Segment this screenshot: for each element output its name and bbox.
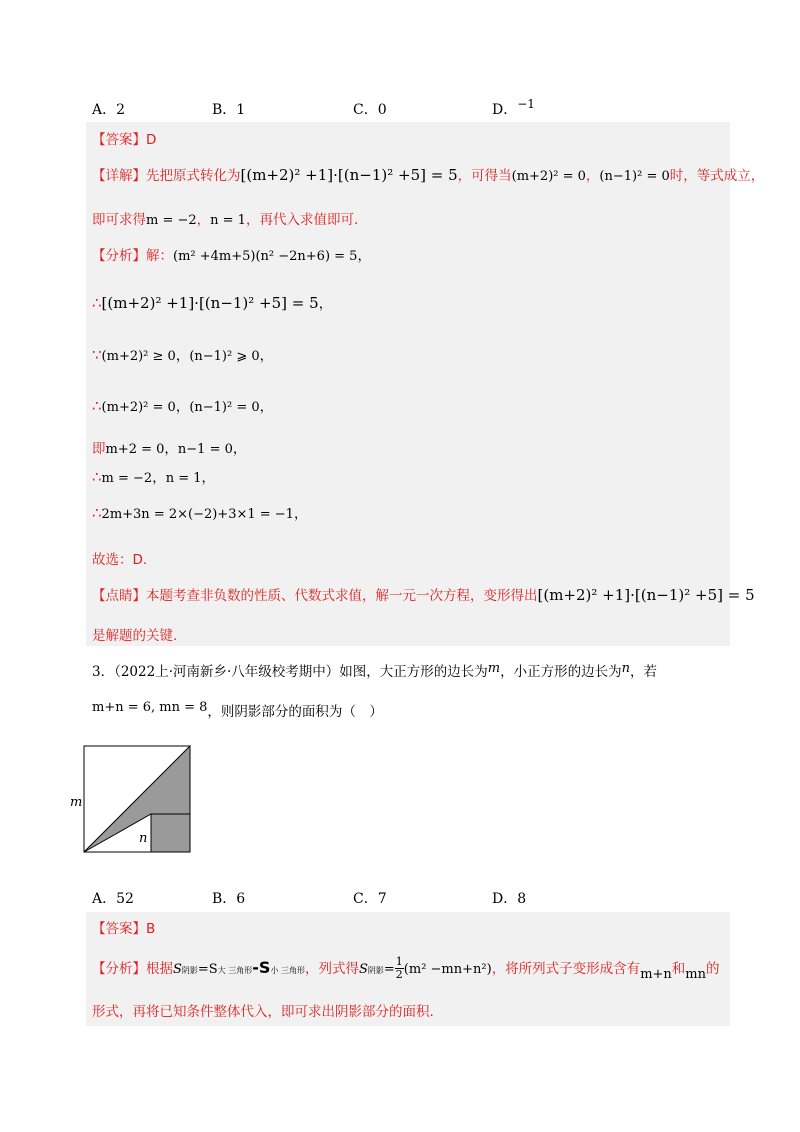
therefore-symbol: ∴ bbox=[92, 468, 102, 486]
q3-analysis-line2 bbox=[92, 1000, 434, 1020]
q3-option-b: B．6 bbox=[212, 891, 246, 907]
analysis-label: 【分析】 bbox=[92, 961, 146, 977]
answer-label: 【答案】 bbox=[92, 132, 146, 148]
answer-label: 【答案】 bbox=[92, 921, 146, 937]
detail-text: ， bbox=[196, 212, 211, 228]
analysis-formula: (m² −mn+n²) bbox=[403, 962, 492, 977]
because-symbol: ∵ bbox=[92, 346, 102, 364]
analysis-comma: ， bbox=[318, 296, 333, 312]
analysis-label: 【分析】 bbox=[92, 248, 146, 264]
analysis-comma: ， bbox=[175, 348, 190, 364]
analysis-formula: n−1 = 0 bbox=[177, 442, 233, 457]
analysis-comma: ， bbox=[164, 441, 178, 457]
q2-option-d-value: −1 bbox=[517, 97, 535, 111]
analysis-formula: (m² +4m+5)(n² −2n+6) = 5 bbox=[173, 249, 358, 264]
comment-label: 【点睛】 bbox=[92, 588, 146, 604]
detail-formula: (m+2)² = 0 bbox=[511, 169, 586, 184]
analysis-text: 即 bbox=[92, 441, 106, 457]
q2-analysis-line1 bbox=[92, 244, 371, 264]
analysis-formula: m+n bbox=[640, 967, 672, 982]
detail-text: 先把原式转化为 bbox=[146, 168, 241, 184]
detail-formula: n = 1 bbox=[210, 213, 246, 228]
analysis-text: 根据 bbox=[146, 961, 173, 977]
subscript: 小 三角形 bbox=[270, 966, 305, 975]
detail-text: ，可得当 bbox=[457, 168, 512, 184]
analysis-formula: (n−1)² = 0 bbox=[189, 400, 260, 415]
detail-text: ，再代入求值即可. bbox=[245, 212, 359, 228]
analysis-comma: ， bbox=[201, 470, 216, 486]
detail-formula: (n−1)² = 0 bbox=[599, 169, 670, 184]
subscript: 大 三角形 bbox=[217, 966, 253, 975]
question-number: 3． bbox=[92, 664, 115, 680]
analysis-comma: ， bbox=[357, 248, 371, 264]
detail-label: 【详解】 bbox=[92, 168, 146, 184]
analysis-formula: n = 1 bbox=[165, 471, 202, 486]
minus-s: -S bbox=[252, 958, 271, 977]
analysis-text: 形式，再将已知条件整体代入，即可求出阴影部分的面积. bbox=[92, 1004, 434, 1020]
choose-text: 故选：D. bbox=[92, 552, 148, 568]
analysis-formula: (m+2)² = 0 bbox=[101, 400, 176, 415]
analysis-formula: [(m+2)² +1]·[(n−1)² +5] = 5 bbox=[101, 294, 319, 312]
therefore-symbol: ∴ bbox=[92, 294, 102, 312]
label-n: n bbox=[139, 831, 148, 846]
analysis-comma: ， bbox=[259, 348, 274, 364]
q3-option-d: D．8 bbox=[492, 891, 527, 907]
analysis-formula: (m+2)² ≥ 0 bbox=[101, 349, 176, 364]
var-m: m bbox=[487, 661, 501, 676]
fraction-numerator: 1 bbox=[395, 955, 403, 968]
detail-text: 即可求得 bbox=[92, 212, 146, 228]
q3-stem-line2 bbox=[92, 700, 383, 720]
q3-option-c: C．7 bbox=[353, 891, 387, 907]
condition-formula: m+n = 6, mn = 8 bbox=[92, 700, 208, 715]
q3-stem-line1 bbox=[92, 660, 657, 680]
therefore-symbol: ∴ bbox=[92, 504, 102, 522]
label-m: m bbox=[70, 795, 83, 810]
q2-comment-line1 bbox=[92, 584, 755, 604]
detail-text: 时，等式成立， bbox=[669, 168, 765, 184]
q3-figure bbox=[66, 742, 196, 862]
analysis-text: 和 bbox=[671, 961, 686, 977]
q2-detail-line2 bbox=[92, 208, 358, 228]
analysis-comma: ， bbox=[232, 441, 247, 457]
q2-choose bbox=[92, 548, 147, 568]
subscript: 阴影 bbox=[181, 966, 198, 975]
q2-analysis-line2 bbox=[92, 292, 332, 312]
detail-formula: m = −2 bbox=[146, 213, 197, 228]
q2-analysis-line4 bbox=[92, 395, 273, 415]
answer-value: D bbox=[146, 132, 157, 148]
analysis-formula: m = −2 bbox=[101, 471, 153, 486]
therefore-symbol: ∴ bbox=[92, 397, 102, 415]
analysis-text: 解： bbox=[146, 248, 173, 264]
q3-option-a: A．52 bbox=[92, 891, 134, 907]
analysis-formula: m+2 = 0 bbox=[105, 442, 165, 457]
comment-text: 本题考查非负数的性质、代数式求值，解一元一次方程，变形得出 bbox=[146, 588, 538, 604]
fraction-half bbox=[395, 956, 404, 981]
question-text: ，小正方形的边长为 bbox=[500, 664, 622, 680]
q2-option-a: A．2 bbox=[92, 102, 126, 118]
analysis-text: ，将所列式子变形成含有 bbox=[491, 961, 641, 977]
question-text: （2022上·河南新乡·八年级校考期中）如图，大正方形的边长为 bbox=[114, 664, 488, 680]
comment-text: 是解题的关键. bbox=[92, 628, 178, 644]
area-symbol: S bbox=[173, 962, 182, 977]
equals: = bbox=[383, 962, 395, 977]
analysis-comma: ， bbox=[293, 506, 308, 522]
q2-answer bbox=[92, 128, 156, 148]
subscript: 阴影 bbox=[367, 966, 384, 975]
q2-option-d bbox=[492, 99, 535, 119]
q2-comment-line2 bbox=[92, 624, 177, 644]
q2-analysis-line7 bbox=[92, 502, 307, 522]
q2-analysis-line3 bbox=[92, 344, 273, 364]
q2-option-c: C．0 bbox=[353, 102, 387, 118]
analysis-formula: mn bbox=[685, 967, 706, 982]
q3-analysis-line1 bbox=[92, 956, 719, 981]
question-text: ，若 bbox=[630, 664, 657, 680]
var-n: n bbox=[621, 661, 630, 676]
fraction-denominator: 2 bbox=[395, 968, 403, 981]
q2-analysis-line6 bbox=[92, 466, 215, 486]
area-symbol: S bbox=[358, 962, 368, 977]
q2-option-d-label: D． bbox=[492, 102, 518, 118]
analysis-comma: ， bbox=[152, 470, 166, 486]
answer-value: B bbox=[146, 921, 156, 937]
q3-answer bbox=[92, 917, 155, 937]
analysis-comma: ， bbox=[259, 399, 274, 415]
question-text: ，则阴影部分的面积为（ ） bbox=[207, 704, 383, 720]
analysis-text: 的 bbox=[705, 961, 720, 977]
q2-solution-panel bbox=[86, 122, 730, 646]
analysis-formula: (n−1)² ⩾ 0 bbox=[189, 349, 260, 364]
analysis-formula: 2m+3n = 2×(−2)+3×1 = −1 bbox=[101, 507, 294, 522]
analysis-text: ，列式得 bbox=[304, 961, 359, 977]
detail-formula: [(m+2)² +1]·[(n−1)² +5] = 5 bbox=[240, 166, 458, 184]
small-square bbox=[151, 814, 190, 852]
q2-analysis-line5 bbox=[92, 437, 246, 457]
equals: =S bbox=[197, 962, 218, 977]
detail-text: ， bbox=[585, 168, 600, 184]
analysis-comma: ， bbox=[175, 399, 190, 415]
comment-formula: [(m+2)² +1]·[(n−1)² +5] = 5 bbox=[537, 586, 755, 604]
q2-detail-line1 bbox=[92, 164, 764, 184]
q2-option-b: B．1 bbox=[212, 102, 246, 118]
